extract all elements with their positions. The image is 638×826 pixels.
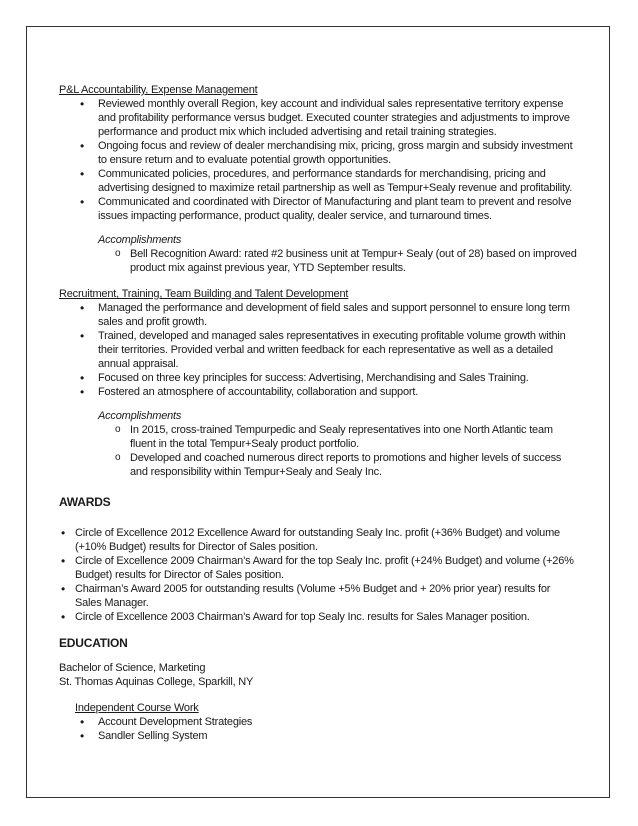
list-item: • Communicated and coordinated with Director of Manufacturing and plant team to prevent and resolve issues impacting performance, product quality, dealer service, and turnaround times. — [59, 195, 579, 223]
list-item: • Fostered an atmosphere of accountability, collaboration and support. — [59, 385, 579, 399]
list-item: o In 2015, cross-trained Tempurpedic and Sealy representatives into one North Atlantic team fluent in the total Tempur+Sealy product portfolio. — [59, 423, 579, 451]
list-item: • Circle of Excellence 2012 Excellence Award for outstanding Sealy Inc. profit (+36% Budget) and volume (+10% Budget) results for Director of Sales position. — [59, 526, 579, 554]
list-item: • Trained, developed and managed sales representatives in executing profitable volume growth within their territories. Provided verbal and written feedback for each representative as well as a detailed annual appraisal. — [59, 329, 579, 371]
list-item: o Bell Recognition Award: rated #2 business unit at Tempur+ Sealy (out of 28) based on improved product mix against previous year, YTD September results. — [59, 247, 579, 275]
pl-bullets — [59, 97, 579, 223]
list-item: • Focused on three key principles for success: Advertising, Merchandising and Sales Training. — [59, 371, 579, 385]
list-item: • Circle of Excellence 2009 Chairman’s Award for the top Sealy Inc. profit (+24% Budget) and volume (+26% Budget) results for Director of Sales position. — [59, 554, 579, 582]
recruitment-accomplishments — [59, 423, 579, 479]
list-item: • Ongoing focus and review of dealer merchandising mix, pricing, gross margin and subsidy investment to ensure return and to evaluate potential growth opportunities. — [59, 139, 579, 167]
list-item: • Sandler Selling System — [59, 729, 579, 743]
recruitment-bullets — [59, 301, 579, 399]
list-item: • Account Development Strategies — [59, 715, 579, 729]
section-heading-education: EDUCATION — [59, 636, 128, 650]
accomplishments-label: Accomplishments — [98, 234, 182, 246]
list-item: • Communicated policies, procedures, and performance standards for merchandising, pricing and advertising designed to maximize retail partnership as well as Tempur+Sealy revenue and profitability. — [59, 167, 579, 195]
section-heading-awards: AWARDS — [59, 495, 111, 509]
degree: Bachelor of Science, Marketing — [59, 662, 206, 674]
pl-accomplishments — [59, 247, 579, 275]
list-item: • Chairman’s Award 2005 for outstanding results (Volume +5% Budget and + 20% prior year) results for Sales Manager. — [59, 582, 579, 610]
section-heading-recruitment: Recruitment, Training, Team Building and Talent Development — [59, 288, 349, 300]
section-heading-pl: P&L Accountability, Expense Management — [59, 84, 258, 96]
resume-content — [59, 83, 579, 743]
awards-bullets — [59, 526, 579, 624]
course-work-heading: Independent Course Work — [75, 702, 199, 714]
school: St. Thomas Aquinas College, Sparkill, NY — [59, 676, 254, 688]
course-list — [59, 715, 579, 743]
list-item: • Managed the performance and development of field sales and support personnel to ensure long term sales and profit growth. — [59, 301, 579, 329]
list-item: • Reviewed monthly overall Region, key account and individual sales representative territory expense and profitability performance versus budget. Executed counter strategies and adjustments to improve performance and product mix which included advertising and retail training strategies. — [59, 97, 579, 139]
list-item: • Circle of Excellence 2003 Chairman’s Award for top Sealy Inc. results for Sales Manager position. — [59, 610, 579, 624]
list-item: o Developed and coached numerous direct reports to promotions and higher levels of success and responsibility within Tempur+Sealy and Sealy Inc. — [59, 451, 579, 479]
accomplishments-label: Accomplishments — [98, 410, 182, 422]
